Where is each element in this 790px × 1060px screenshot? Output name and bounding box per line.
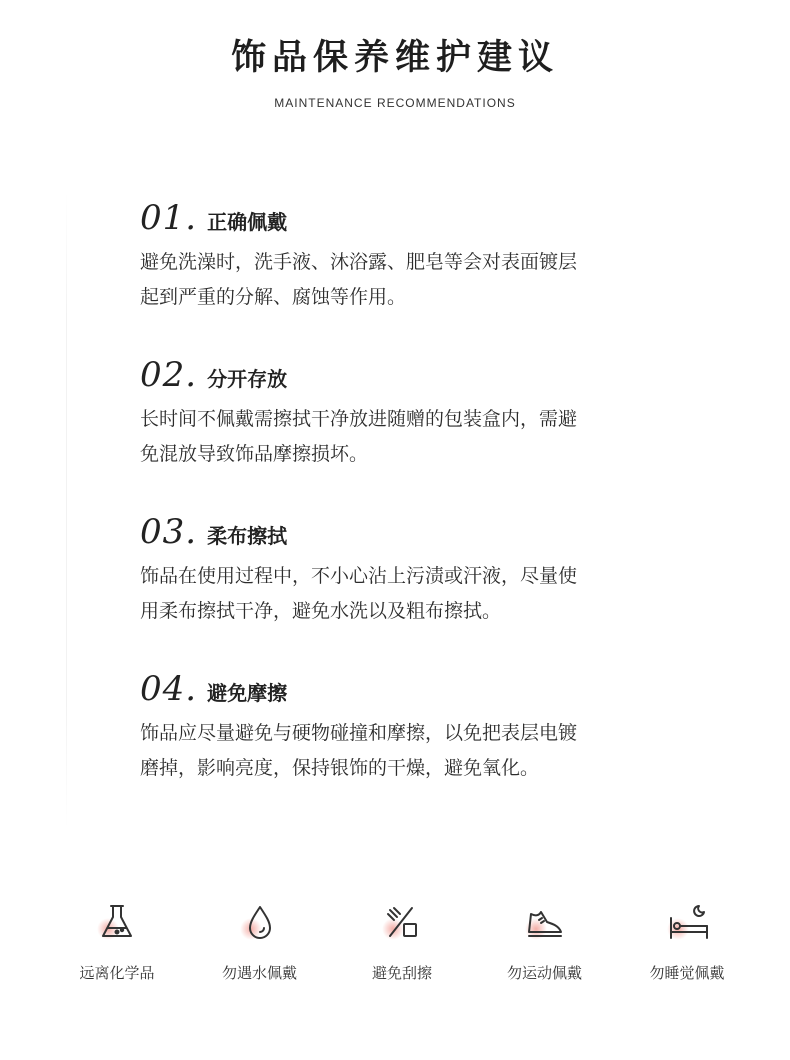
care-item-sleep	[617, 898, 757, 983]
tip-title: 柔布擦拭	[207, 524, 288, 548]
tip-item	[140, 667, 700, 786]
tip-number: 01.	[140, 198, 198, 238]
decorative-divider	[66, 190, 67, 830]
tip-body	[140, 245, 660, 315]
water-drop-icon	[240, 902, 280, 942]
tip-text-line: 起到严重的分解、腐蚀等作用。	[140, 286, 407, 308]
care-item-sport	[475, 898, 615, 983]
flask-icon	[97, 902, 137, 942]
tip-item	[140, 510, 700, 629]
page-title: 饰品保养维护建议	[230, 38, 559, 78]
care-item-chemicals	[47, 898, 187, 983]
care-item-label: 远离化学品	[79, 964, 155, 982]
tip-text-line: 避免洗澡时，洗手液、沐浴露、肥皂等会对表面镀层	[140, 251, 578, 273]
care-icons-row	[47, 898, 757, 983]
sneaker-icon	[525, 902, 565, 942]
care-item-water	[190, 898, 330, 983]
tip-heading	[140, 196, 700, 240]
tip-title: 分开存放	[207, 367, 288, 391]
tip-item	[140, 196, 700, 315]
tip-heading	[140, 353, 700, 397]
bed-icon	[667, 902, 711, 942]
care-item-label: 勿运动佩戴	[506, 964, 582, 982]
tip-number: 02.	[140, 355, 198, 395]
tip-text-line: 饰品应尽量避免与硬物碰撞和摩擦，以免把表层电镀	[140, 722, 578, 744]
care-item-label: 勿睡觉佩戴	[649, 964, 725, 982]
tip-text-line: 磨掉，影响亮度，保持银饰的干燥，避免氧化。	[140, 757, 540, 779]
tip-item	[140, 353, 700, 472]
tip-title: 正确佩戴	[207, 210, 288, 234]
tips-list	[140, 196, 700, 824]
page-header	[0, 30, 790, 110]
tip-body	[140, 402, 660, 472]
page-subtitle: MAINTENANCE RECOMMENDATIONS	[274, 96, 516, 110]
tip-text-line: 免混放导致饰品摩擦损坏。	[140, 443, 369, 465]
tip-number: 04.	[140, 669, 198, 709]
tip-number: 03.	[140, 512, 198, 552]
care-item-label: 勿遇水佩戴	[221, 964, 297, 982]
tip-text-line: 饰品在使用过程中，不小心沾上污渍或汗液，尽量使	[140, 565, 578, 587]
scratch-icon	[382, 902, 422, 942]
tip-text-line: 长时间不佩戴需擦拭干净放进随赠的包装盒内，需避	[140, 408, 578, 430]
tip-heading	[140, 510, 700, 554]
tip-text-line: 用柔布擦拭干净，避免水洗以及粗布擦拭。	[140, 600, 502, 622]
tip-body	[140, 559, 660, 629]
care-item-scratch	[332, 898, 472, 983]
tip-heading	[140, 667, 700, 711]
tip-title: 避免摩擦	[207, 681, 288, 705]
tip-body	[140, 716, 660, 786]
care-item-label: 避免刮擦	[371, 964, 432, 982]
